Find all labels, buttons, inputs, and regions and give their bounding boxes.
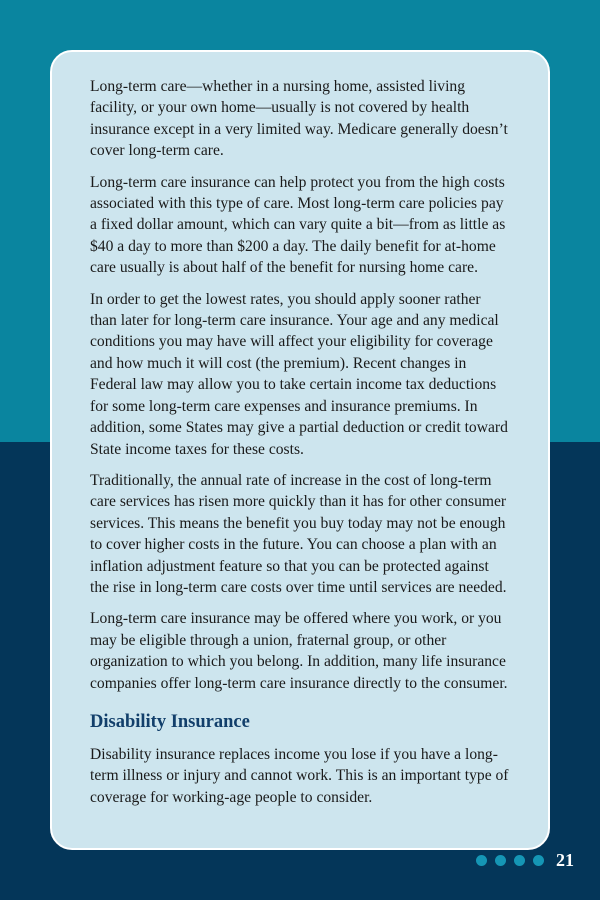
content-card	[50, 50, 550, 850]
dot-icon	[533, 855, 544, 866]
dot-icon	[476, 855, 487, 866]
section-heading-disability-insurance: Disability Insurance	[90, 711, 250, 732]
paragraph-rate-of-increase: Traditionally, the annual rate of increase in the cost of long-term care services has risen more quickly than it has for other consumer services. This means the benefit you buy today may not be enough to cover higher costs in the future. You can choose a plan with an inflation adjustment feature so that you can be protected against the rise in long-term care costs over time until services are needed.	[90, 471, 507, 596]
paragraph-disability-insurance: Disability insurance replaces income you lose if you have a long-term illness or injury and cannot work. This is an important type of coverage for working-age people to consider.	[90, 745, 509, 806]
paragraph-long-term-care-intro: Long-term care—whether in a nursing home, assisted living facility, or your own home—usually is not covered by health insurance except in a very limited way. Medicare generally doesn’t cover long-term care.	[90, 78, 508, 160]
page-footer	[468, 848, 574, 872]
paragraph-lowest-rates: In order to get the lowest rates, you should apply sooner rather than later for long-term care insurance. Your age and any medical conditions you may have will affect your eligibility for coverage and how much it will cost (the premium). Recent changes in Federal law may allow you to take certain income tax deductions for some long-term care expenses and insurance premiums. In addition, some States may give a partial deduction or credit toward State income taxes for these costs.	[90, 290, 508, 458]
dot-icon	[495, 855, 506, 866]
page-number: 21	[556, 849, 574, 870]
paragraph-long-term-care-insurance: Long-term care insurance can help protect you from the high costs associated with this type of care. Most long-term care policies pay a fixed dollar amount, which can vary quite a bit—from as little as $40 a day to more than $200 a day. The daily benefit for at-home care usually is about half of the benefit for nursing home care.	[90, 173, 506, 277]
dot-icon	[514, 855, 525, 866]
paragraph-where-offered: Long-term care insurance may be offered where you work, or you may be eligible through a union, fraternal group, or other organization to which you belong. In addition, many life insurance companies offer long-term care insurance directly to the consumer.	[90, 610, 508, 692]
